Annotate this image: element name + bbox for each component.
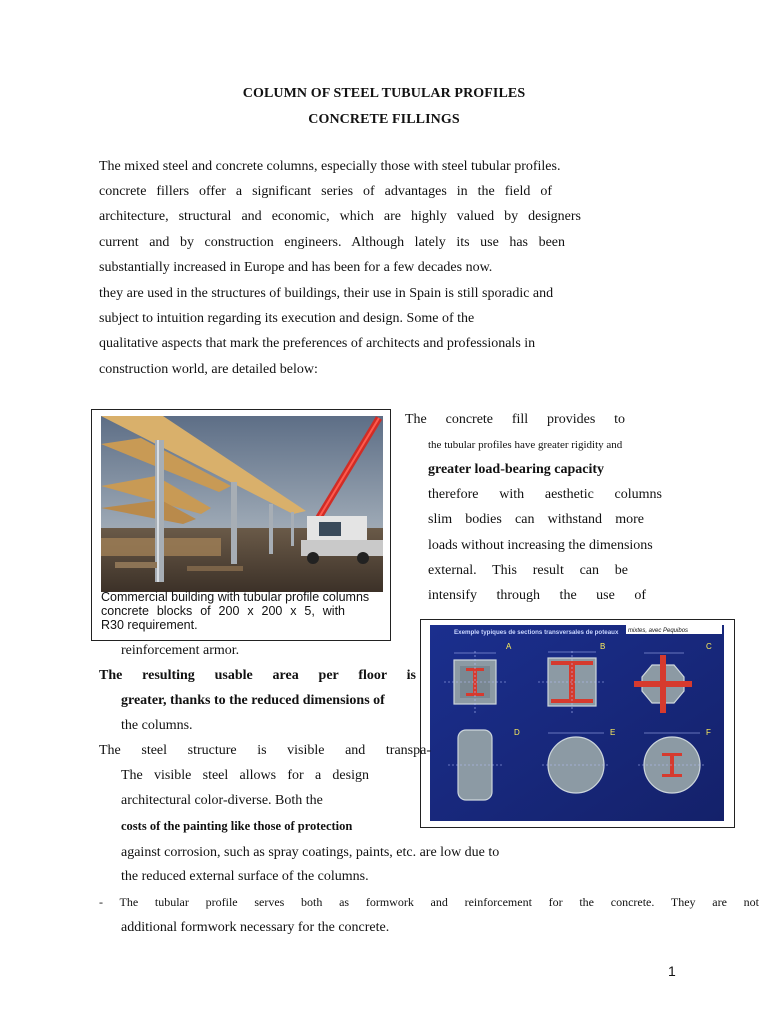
fill-line: reinforcement armor. (121, 643, 240, 658)
intro-line: architecture, structural and economic, which are highly valued by designers (99, 209, 581, 224)
fill-line: slim bodies can withstand more (428, 512, 644, 527)
formwork-line: additional formwork necessary for the concrete. (121, 920, 390, 935)
steel-line: the reduced external surface of the columns. (121, 869, 369, 884)
photo-caption-line: Commercial building with tubular profile columns (101, 590, 370, 604)
fill-line: the tubular profiles have greater rigidity and (428, 439, 623, 451)
intro-line: The mixed steel and concrete columns, especially those with steel tubular profiles. (99, 159, 561, 174)
document-subtitle: CONCRETE FILLINGS (308, 112, 460, 127)
section-label-f: F (706, 728, 711, 737)
steel-line: The steel structure is visible and transpa- (99, 743, 431, 758)
fill-line: intensify through the use of (428, 588, 646, 603)
fill-line: The concrete fill provides to (405, 412, 625, 427)
diagram-stamp: mixtes, avec Pequibos (628, 628, 689, 634)
area-line: greater, thanks to the reduced dimensions of (121, 693, 385, 708)
cross-section-diagram (430, 625, 724, 821)
section-label-e: E (610, 728, 616, 737)
fill-line: loads without increasing the dimensions (428, 538, 653, 553)
photo-caption-line: R30 requirement. (101, 618, 198, 632)
steel-line: The visible steel allows for a design (121, 768, 369, 783)
steel-line: architectural color-diverse. Both the (121, 793, 323, 808)
sections-diagram-figure (420, 619, 735, 828)
intro-line: substantially increased in Europe and has been for a few decades now. (99, 260, 493, 275)
section-label-c: C (706, 642, 712, 651)
intro-line: they are used in the structures of buildings, their use in Spain is still sporadic and (99, 286, 554, 301)
fill-line: greater load-bearing capacity (428, 462, 605, 477)
formwork-line: - The tubular profile serves both as formwork and reinforcement for the concrete. They are not (99, 895, 759, 909)
page-number: 1 (668, 963, 676, 979)
steel-line: costs of the painting like those of protection (121, 819, 353, 833)
building-photo (101, 416, 383, 592)
section-label-b: B (600, 642, 606, 651)
section-label-d: D (514, 728, 520, 737)
intro-line: current and by construction engineers. Although lately its use has been (99, 235, 565, 250)
photo-figure (91, 409, 391, 641)
diagram-heading: Exemple typiques de sections transversales de poteaux (454, 629, 619, 636)
area-line: The resulting usable area per floor is (99, 668, 416, 683)
fill-line: therefore with aesthetic columns (428, 487, 662, 502)
section-label-a: A (506, 642, 512, 651)
fill-line: external. This result can be (428, 563, 628, 578)
intro-line: construction world, are detailed below: (99, 362, 318, 377)
intro-line: concrete fillers offer a significant series of advantages in the field of (99, 184, 552, 199)
intro-line: qualitative aspects that mark the preferences of architects and professionals in (99, 336, 536, 351)
area-line: the columns. (121, 718, 193, 733)
photo-caption-line: concrete blocks of 200 x 200 x 5, with (101, 604, 345, 618)
document-title: COLUMN OF STEEL TUBULAR PROFILES (242, 86, 526, 101)
steel-line: against corrosion, such as spray coatings, paints, etc. are low due to (121, 845, 500, 860)
intro-line: subject to intuition regarding its execution and design. Some of the (99, 311, 475, 326)
